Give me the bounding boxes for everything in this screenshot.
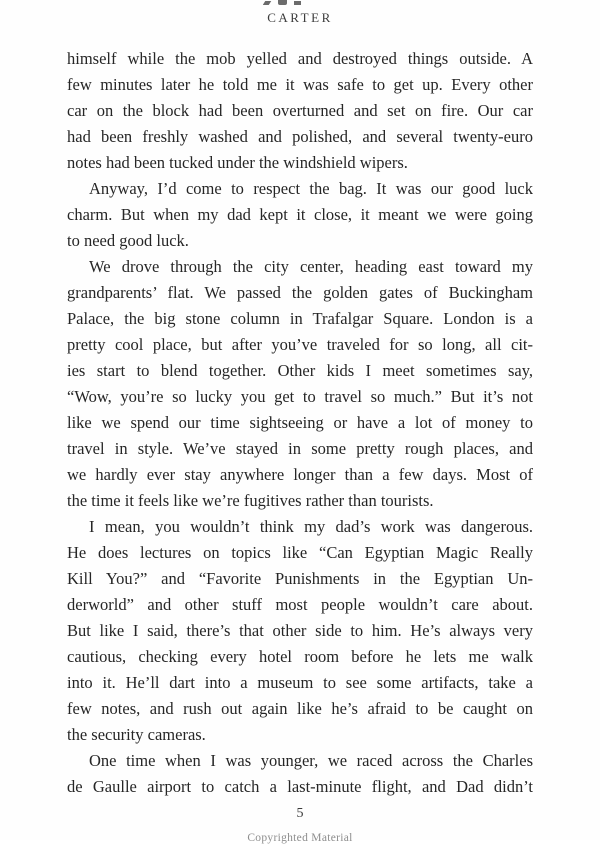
text-line: we hardly ever stay anywhere longer than a few days. Most of: [67, 465, 533, 484]
text-line: had been freshly washed and polished, and several twenty-euro: [67, 127, 533, 146]
text-line: cautious, checking every hotel room before he lets me walk: [67, 647, 533, 666]
page-body-text: [67, 46, 533, 800]
copyright-watermark: Copyrighted Material: [247, 832, 353, 844]
text-line: “Wow, you’re so lucky you get to travel so much.” But it’s not: [67, 387, 533, 406]
text-line: few notes, and rush out again like he’s afraid to be caught on: [67, 699, 533, 718]
text-line: Kill You?” and “Favorite Punishments in the Egyptian Un-: [67, 569, 533, 588]
text-line: One time when I was younger, we raced across the Charles: [89, 751, 533, 770]
text-line: He does lectures on topics like “Can Egyptian Magic Really: [67, 543, 533, 562]
text-line: de Gaulle airport to catch a last-minute flight, and Dad didn’t: [67, 777, 533, 796]
text-line: I mean, you wouldn’t think my dad’s work was dangerous.: [89, 517, 533, 536]
text-line: charm. But when my dad kept it close, it meant we were going: [67, 205, 533, 224]
text-line: pretty cool place, but after you’ve traveled for so long, all cit-: [67, 335, 533, 354]
text-line: into it. He’ll dart into a museum to see some artifacts, take a: [67, 673, 533, 692]
text-line: himself while the mob yelled and destroyed things outside. A: [67, 49, 533, 68]
text-line: to need good luck.: [67, 231, 189, 250]
page-number: 5: [296, 806, 304, 821]
text-line: few minutes later he told me it was safe to get up. Every other: [67, 75, 533, 94]
text-line: like we spend our time sightseeing or have a lot of money to: [67, 413, 533, 432]
text-line: Anyway, I’d come to respect the bag. It was our good luck: [89, 179, 533, 198]
text-line: notes had been tucked under the windshield wipers.: [67, 153, 408, 172]
text-line: the time it feels like we’re fugitives rather than tourists.: [67, 491, 434, 510]
text-line: grandparents’ flat. We passed the golden gates of Buckingham: [67, 283, 533, 302]
text-line: ies start to blend together. Other kids I meet sometimes say,: [67, 361, 533, 380]
text-line: Palace, the big stone column in Trafalgar Square. London is a: [67, 309, 533, 328]
text-line: We drove through the city center, heading east toward my: [89, 257, 533, 276]
running-header: CARTER: [267, 10, 333, 25]
text-line: derworld” and other stuff most people wouldn’t care about.: [67, 595, 533, 614]
text-line: the security cameras.: [67, 725, 206, 744]
clipped-text-fragment: [263, 0, 305, 6]
text-line: But like I said, there’s that other side to him. He’s always very: [67, 621, 533, 640]
text-line: travel in style. We’ve stayed in some pretty rough places, and: [67, 439, 533, 458]
text-line: car on the block had been overturned and set on fire. Our car: [67, 101, 533, 120]
